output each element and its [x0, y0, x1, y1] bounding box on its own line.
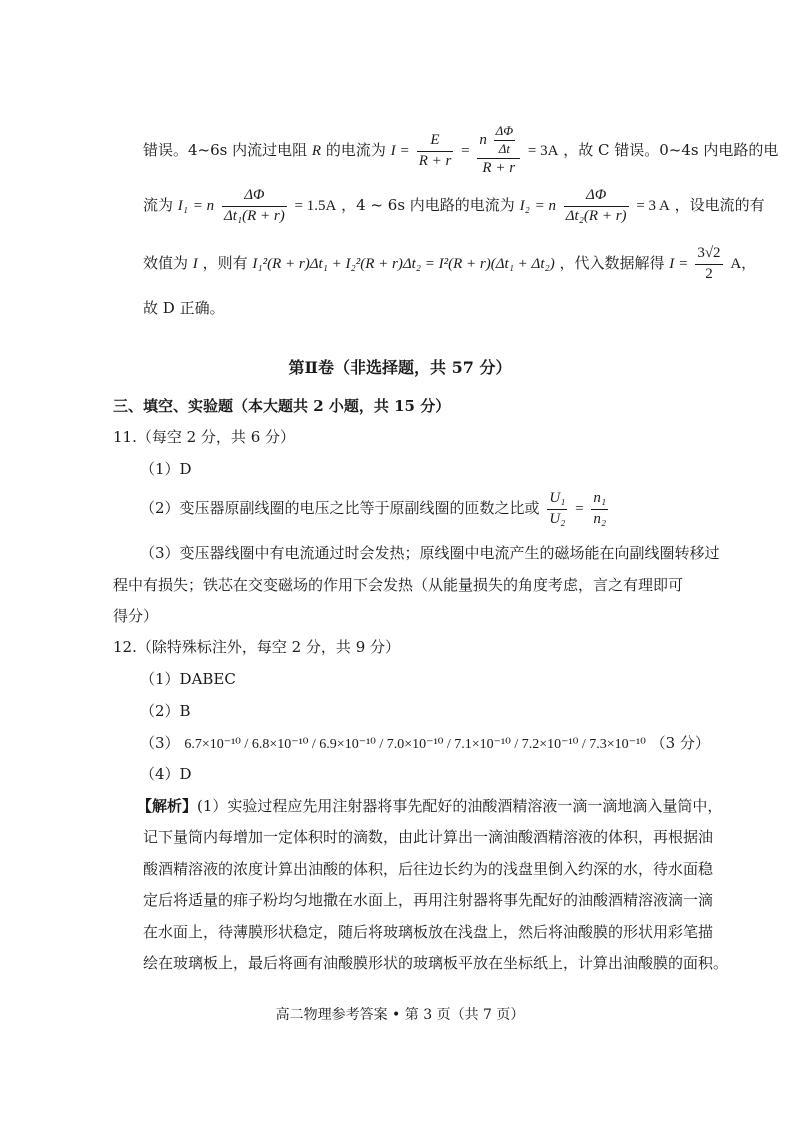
- denominator-dt1-Rr: Δt₁(R + r): [223, 207, 285, 224]
- denominator-Rr: R + r: [418, 152, 452, 169]
- var-n: n: [479, 132, 487, 149]
- var-I-eff: I: [192, 256, 198, 272]
- fraction-I2: [564, 187, 629, 225]
- q11-answer-2-text: （2）变压器原副线圈的电压之比等于原副线圈的匝数之比或: [140, 499, 540, 517]
- analysis-line-5: 在水面上，待薄膜形状稳定，随后将玻璃板放在浅盘上，然后将油酸膜的形状用彩笔描: [143, 923, 714, 941]
- q12-answer-2: （2）B: [140, 702, 191, 720]
- analysis-line-2: 记下量筒内每增加一定体积时的滴数，由此计算出一滴油酸酒精溶液的体积，再根据油: [143, 828, 714, 846]
- denominator-n2: n₂: [593, 510, 607, 527]
- text-line-4: 故 D 正确。: [143, 299, 225, 317]
- q12-answer-3-score: （3 分）: [650, 734, 710, 752]
- analysis-line-1-text: (1）实验过程应先用注射器将事先配好的油酸酒精溶液一滴一滴地滴入量筒中，: [197, 797, 723, 815]
- var-I2: I₂: [519, 198, 530, 214]
- denominator-2: 2: [705, 265, 713, 282]
- text-line-1: [143, 122, 778, 178]
- equals-n-1: = n: [192, 198, 215, 214]
- q11-heading: 11.（每空 2 分，共 6 分）: [113, 428, 296, 446]
- q11-answer-1: （1）D: [140, 460, 192, 478]
- result-3A-2: = 3 A: [636, 198, 670, 214]
- equals-sign: =: [461, 143, 470, 159]
- energy-equation: I₁²(R + r)Δt₁ + I₂²(R + r)Δt₂ = I²(R + r)(Δt₁ + Δt₂): [252, 256, 555, 272]
- line1-part-c: ，故 C 错误。0~4s 内电路的电: [563, 141, 779, 159]
- numerator-dphi: ΔΦ: [494, 124, 516, 141]
- numerator-ndphi-dt: [477, 124, 520, 159]
- numerator-3sqrt2: 3√2: [695, 245, 722, 264]
- line3-part-a: 效值为: [143, 254, 189, 272]
- denominator-Rr-2: R + r: [482, 160, 516, 177]
- denominator-U2: U₂: [549, 510, 566, 527]
- fraction-emf-over-Rr: [477, 124, 520, 177]
- line3-part-b: ，则有: [202, 254, 248, 272]
- equals-sign: =: [575, 501, 584, 517]
- q11-answer-3-line-2: 程中有损失；铁芯在交变磁场的作用下会发热（从能量损失的角度考虑，言之有理即可: [113, 576, 684, 594]
- q11-answer-3-line-3: 得分）: [113, 607, 159, 625]
- equals-sign: =: [400, 143, 409, 159]
- page-footer: 高二物理参考答案 • 第 3 页（共 7 页）: [275, 1007, 525, 1023]
- fraction-E-over-Rr: [417, 132, 454, 170]
- unit-A: A，: [730, 256, 757, 272]
- result-3A: = 3A: [527, 143, 559, 159]
- q12-answer-3-label: （3）: [140, 734, 180, 752]
- analysis-line-3: 酸酒精溶液的浓度计算出油酸的体积，后往边长约为的浅盘里倒入约深的水，待水面稳: [143, 860, 714, 878]
- q12-answer-3: [140, 731, 710, 757]
- numerator-E: E: [417, 132, 454, 151]
- q12-heading: 12.（除特殊标注外，每空 2 分，共 9 分）: [113, 638, 401, 656]
- var-I-result: I: [669, 256, 675, 272]
- line2-part-b: ，4 ~ 6s 内电路的电流为: [341, 196, 515, 214]
- numerator-U1: U₁: [547, 490, 567, 509]
- denominator-dt2-Rr: Δt₂(R + r): [565, 207, 627, 224]
- result-1-5A: = 1.5A: [294, 198, 337, 214]
- q12-answer-1: （1）DABEC: [140, 670, 236, 688]
- analysis-line-6: 绘在玻璃板上，最后将画有油酸膜形状的玻璃板平放在坐标纸上，计算出油酸膜的面积。: [143, 954, 729, 972]
- fraction-n1-n2: [591, 490, 608, 528]
- line1-part-a: 错误。4~6s 内流过电阻: [143, 141, 308, 159]
- line1-part-b: 的电流为: [325, 141, 386, 159]
- fraction-dphi-dt: [494, 124, 516, 157]
- line2-part-c: ，设电流的有: [674, 196, 765, 214]
- var-R: R: [311, 143, 322, 159]
- text-line-3: [143, 240, 756, 286]
- fraction-3sqrt2-over-2: [695, 245, 722, 283]
- analysis-tag: 【解析】: [137, 797, 198, 815]
- q11-answer-3-line-1: （3）变压器线圈中有电流通过时会发热；原线圈中电流产生的磁场能在向副线圈转移过: [140, 544, 720, 562]
- line2-part-a: 流为: [143, 196, 174, 214]
- analysis-line-1: [137, 794, 722, 818]
- numerator-dphi-2: ΔΦ: [564, 187, 629, 206]
- q12-answer-3-values: 6.7×10⁻¹⁰ / 6.8×10⁻¹⁰ / 6.9×10⁻¹⁰ / 7.0×10⁻¹⁰ / 7.1×10⁻¹⁰ / 7.2×10⁻¹⁰ / 7.3×10⁻¹⁰: [184, 737, 646, 752]
- analysis-line-4: 定后将适量的痱子粉均匀地撒在水面上，再用注射器将事先配好的油酸酒精溶液滴一滴: [143, 891, 714, 909]
- numerator-n1: n₁: [591, 490, 608, 509]
- var-I1: I₁: [177, 198, 189, 214]
- section-title: 第Ⅱ卷（非选择题，共 57 分）: [288, 358, 512, 377]
- denominator-dt: Δt: [498, 141, 510, 157]
- var-I: I: [390, 143, 396, 159]
- equals-sign: =: [679, 256, 688, 272]
- line3-part-c: ，代入数据解得: [559, 254, 665, 272]
- text-line-2: [143, 180, 765, 230]
- numerator-dphi-1: ΔΦ: [222, 187, 287, 206]
- fraction-I1: [222, 187, 287, 225]
- equals-n-2: = n: [534, 198, 556, 214]
- q12-answer-4: （4）D: [140, 765, 192, 783]
- q11-answer-2: [140, 484, 611, 532]
- part3-title: 三、填空、实验题（本大题共 2 小题，共 15 分）: [113, 397, 451, 415]
- fraction-U1-U2: [547, 490, 567, 528]
